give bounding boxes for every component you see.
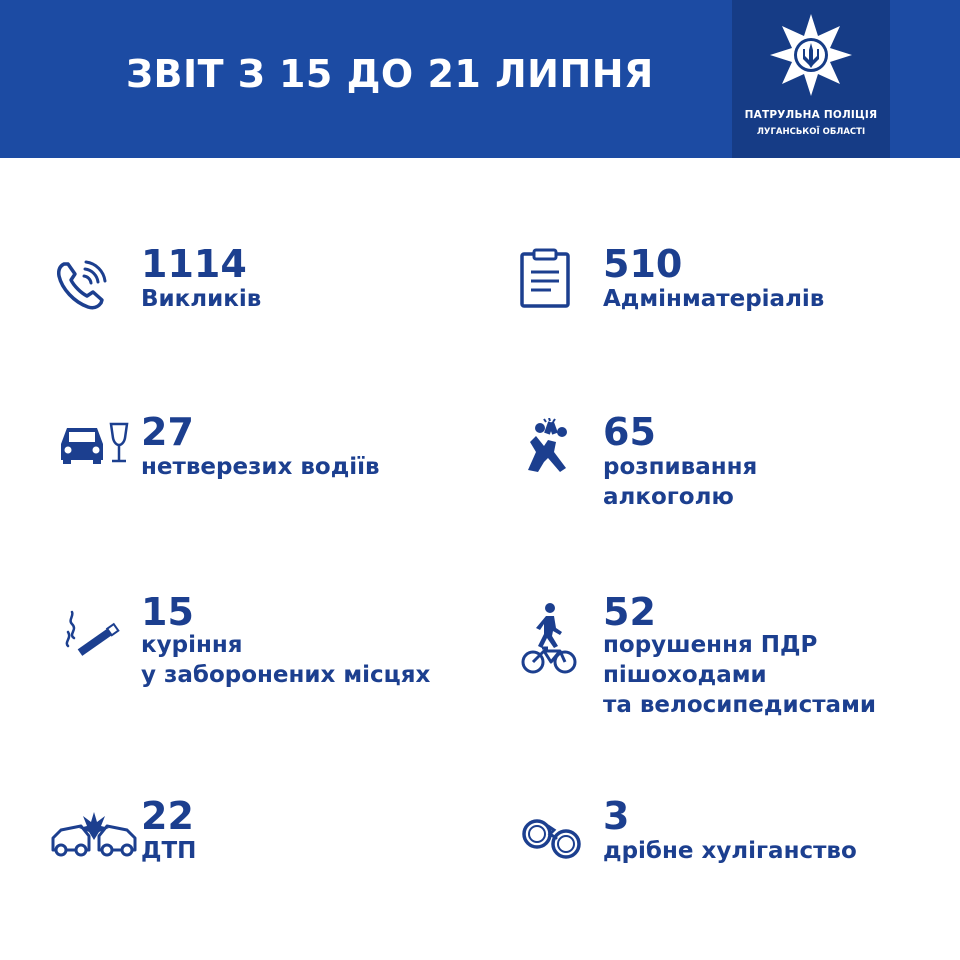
stat-label: порушення ПДР пішоходами та велосипедистами xyxy=(603,632,876,718)
stat-value: 22 xyxy=(141,794,194,838)
badge-title: ПАТРУЛЬНА ПОЛІЦІЯ xyxy=(744,109,878,121)
stat-value: 65 xyxy=(603,410,656,454)
stat-value: 52 xyxy=(603,590,656,634)
stat-label: ДТП xyxy=(141,838,197,864)
drinking-icon xyxy=(520,418,578,474)
pedestrian-bicycle-icon xyxy=(520,602,578,676)
handcuffs-icon xyxy=(520,812,582,862)
stat-value: 1114 xyxy=(141,242,247,286)
stat-value: 27 xyxy=(141,410,194,454)
stat-label: нетверезих водіїв xyxy=(141,454,380,480)
stat-value: 510 xyxy=(603,242,683,286)
stat-label: куріння у заборонених місцях xyxy=(141,632,431,688)
header-banner xyxy=(0,0,960,158)
police-star-icon xyxy=(766,10,856,100)
stat-label: розпивання алкоголю xyxy=(603,454,758,510)
stat-label: Адмінматеріалів xyxy=(603,286,825,312)
clipboard-icon xyxy=(518,248,572,310)
stat-label: Викликів xyxy=(141,286,262,312)
stat-label: дрібне хуліганство xyxy=(603,838,857,864)
phone-icon xyxy=(54,256,110,312)
stat-value: 3 xyxy=(603,794,630,838)
badge-subtitle: ЛУГАНСЬКОЇ ОБЛАСТІ xyxy=(756,127,866,137)
car-wine-icon xyxy=(57,420,131,466)
stat-value: 15 xyxy=(141,590,194,634)
page-title: ЗВІТ З 15 ДО 21 ЛИПНЯ xyxy=(126,52,654,96)
cigarette-icon xyxy=(62,610,124,660)
police-badge xyxy=(732,0,890,158)
car-crash-icon xyxy=(49,810,139,860)
